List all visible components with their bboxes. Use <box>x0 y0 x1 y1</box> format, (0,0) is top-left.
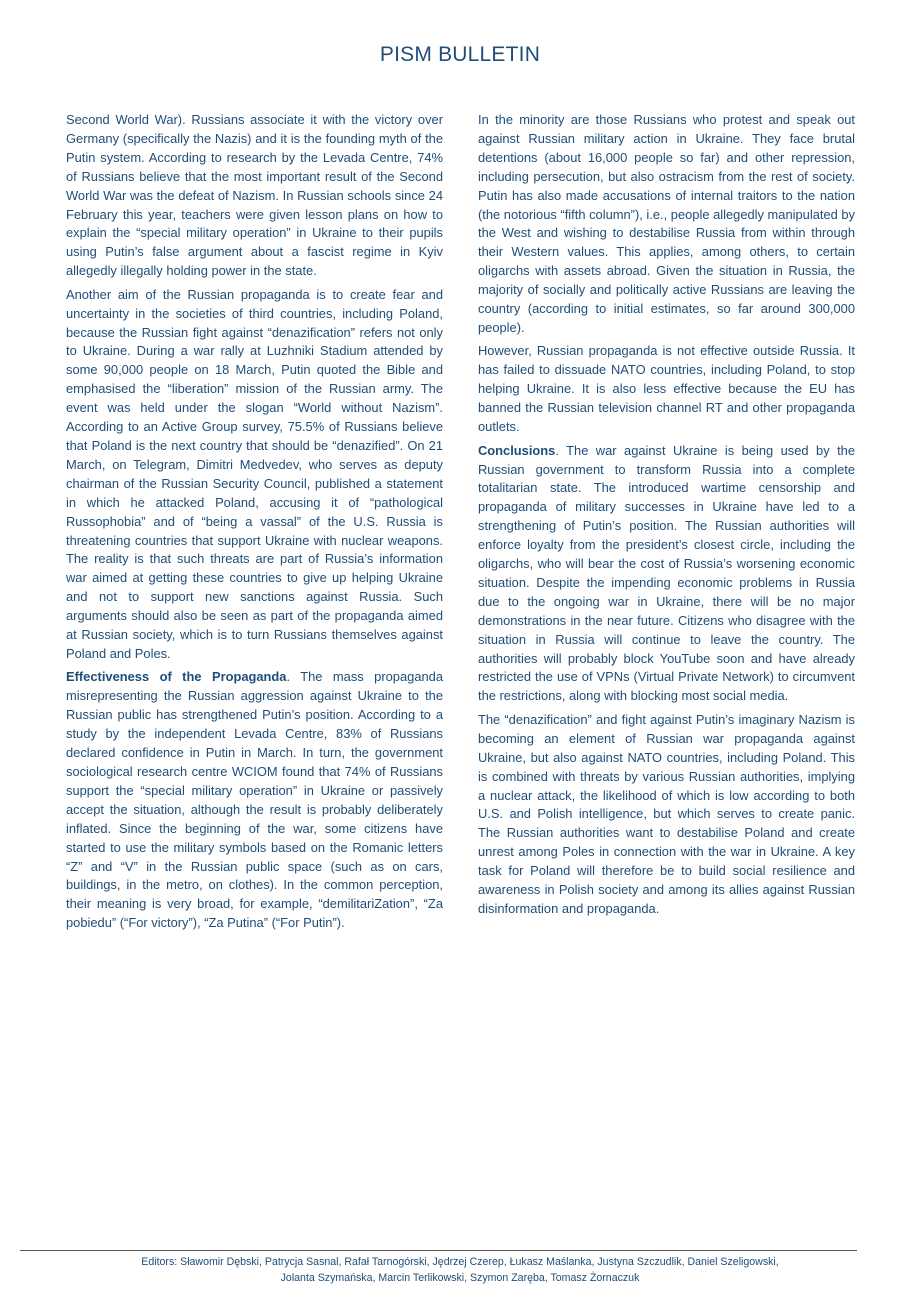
section-heading-effectiveness: Effectiveness of the Propaganda <box>66 669 287 685</box>
paragraph-not-effective-outside: However, Russian propaganda is not effective outside Russia. It has failed to dissuade NATO countries, including Poland, to stop helping Ukraine. It is also less effective because the EU has banned the Russian television channel RT and other propaganda outlets. <box>478 343 855 435</box>
paragraph-minority-protest: In the minority are those Russians who protest and speak out against Russian military action in Ukraine. They face brutal detentions (about 16,000 people so far) and other repression, including persecution, but also ostracism from the rest of society. Putin has also made accusations of internal traitors to the nation (the notorious “fifth column”), i.e., people allegedly manipulated by the West and wishing to destabilise Russia from within through their Western values. This applies, among others, to certain oligarchs with assets abroad. Given the situation in Russia, the majority of socially and politically active Russians are leaving the country (according to initial estimates, so far around 300,000 people). <box>478 112 855 335</box>
footer-divider <box>20 1250 857 1251</box>
right-column <box>478 111 855 923</box>
bulletin-title: PISM BULLETIN <box>379 43 541 66</box>
paragraph-second-world-war: Second World War). Russians associate it with the victory over Germany (specifically the Nazis) and it is the founding myth of the Putin system. According to research by the Levada Centre, 74% of Russians believe that the most important result of the Second World War was the defeat of Nazism. In Russian schools since 24 February this year, teachers were given lesson plans on how to explain the “special military operation” in Ukraine to their pupils using Putin’s false argument about a fascist regime in Kyiv allegedly illegally holding power in the state. <box>66 112 443 279</box>
paragraph-denazification: The “denazification” and fight against Putin’s imaginary Nazism is becoming an element of Russian war propaganda against Ukraine, but also against NATO countries, including Poland. This is combined with threats by various Russian authorities, implying a nuclear attack, the likelihood of which is low according to both U.S. and Polish intelligence, but which serves to create panic. The Russian authorities want to destabilise Poland and create unrest among Poles in connection with the war in Ukraine. A key task for Poland will therefore be to build social resilience and awareness in Polish society and among its allies against Russian disinformation and propaganda. <box>478 711 855 916</box>
paragraph-fear-and-uncertainty: Another aim of the Russian propaganda is to create fear and uncertainty in the societies of third countries, including Poland, because the Russian fight against “denazification” refers not only to Ukraine. During a war rally at Luzhniki Stadium attended by some 90,000 people on 18 March, Putin quoted the Bible and emphasised the “liberation” mission of the Russian army. The event was held under the slogan “World without Nazism”. According to an Active Group survey, 75.5% of Russians believe that Poland is the next country that should be “denazified”. On 21 March, on Telegram, Dimitri Medvedev, who serves as deputy chairman of the Russian Security Council, published a statement in which he attacked Poland, accusing it of “pathological Russophobia” and of “being a vassal” of the U.S. Russia is threatening countries that support Ukraine with nuclear weapons. The reality is that such threats are part of Russia’s information war aimed at getting these countries to give up helping Ukraine and not to support new sanctions against Russia. Such arguments should also be seen as part of the propaganda aimed at Russian society, which is to turn Russians themselves against Poland and Poles. <box>66 286 443 661</box>
editors-line-1: Editors: Sławomir Dębski, Patrycja Sasnal, Rafał Tarnogórski, Jędrzej Czerep, Łukasz Maślanka, Justyna Szczudlik, Daniel Szeligowski, <box>141 1256 779 1268</box>
paragraph-effectiveness-body: . The mass propaganda misrepresenting the Russian aggression against Ukraine to the Russian public has strengthened Putin’s position. According to a study by the independent Levada Centre, 83% of Russians declared confidence in Putin in March. In turn, the government sociological research centre WCIOM found that 74% of Russians support the “special military operation” in Ukraine or passively accept the situation, although the result is probably deliberately inflated. Since the beginning of the war, some citizens have started to use the military symbols based on the Romanic letters “Z” and “V” in the Russian public space (such as on cars, buildings, in the metro, on clothes). In the common perception, their meaning is very broad, for example, “demilitariZation”, “Za pobiedu” (“For victory”), “Za Putina” (“For Putin”). <box>66 669 443 931</box>
paragraph-conclusions-body: . The war against Ukraine is being used by the Russian government to transform Russia into a complete totalitarian state. The introduced wartime censorship and propaganda of military successes in Ukraine have led to a strengthening of Putin’s position. The Russian authorities will enforce loyalty from the president’s closest circle, including the oligarchs, who will bear the cost of Russia’s worsening economic situation. Despite the impending economic problems in Russia due to the ongoing war in Ukraine, there will be no major demonstrations in the near future. Citizens who disagree with the situation in Russia will continue to leave the country. The authorities will probably block YouTube soon and have already restricted the use of VPNs (Virtual Private Network) to circumvent the restrictions, along with blocking most social media. <box>478 442 855 704</box>
left-column <box>66 111 443 938</box>
footer-editors <box>20 1254 900 1286</box>
section-heading-conclusions: Conclusions <box>478 442 556 458</box>
paragraph-conclusions <box>478 442 855 707</box>
editors-line-2: Jolanta Szymańska, Marcin Terlikowski, Szymon Zaręba, Tomasz Żornaczuk <box>280 1272 640 1284</box>
paragraph-effectiveness <box>66 668 443 933</box>
